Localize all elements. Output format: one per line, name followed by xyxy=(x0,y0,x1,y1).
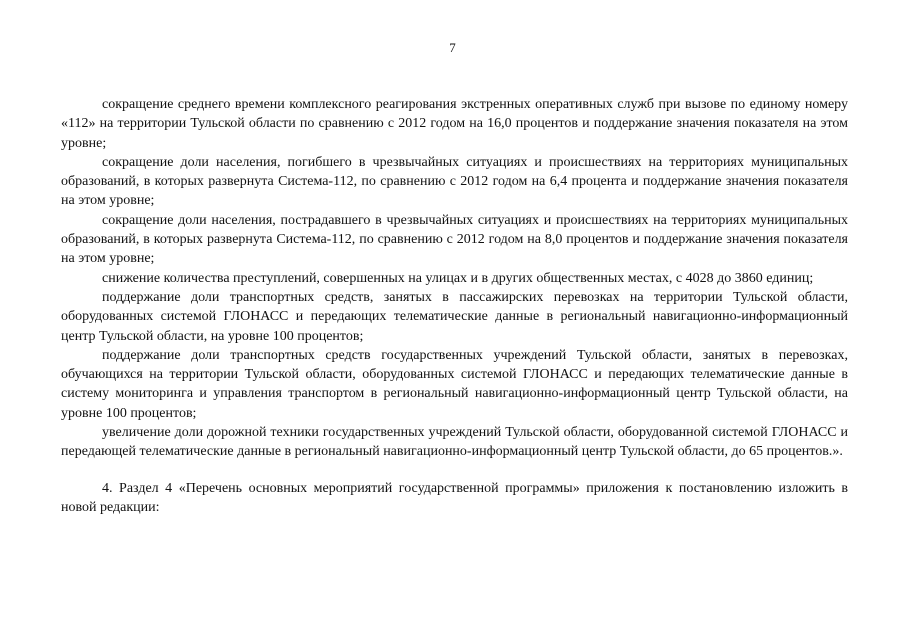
paragraph-fatalities: сокращение доли населения, погибшего в чрезвычайных ситуациях и происшествиях на территориях муниципальных образований, в которых развернута Система-112, по сравнению с 2012 годом на 6,4 процента и поддержание значения показателя на этом уровне; xyxy=(61,154,848,209)
paragraph-road-machinery: увеличение доли дорожной техники государственных учреждений Тульской области, оборудованной системой ГЛОНАСС и передающей телематические данные в региональный навигационно-информационный центр Тульской области, до 65 процентов.». xyxy=(61,425,848,460)
paragraph-injured: сокращение доли населения, пострадавшего в чрезвычайных ситуациях и происшествиях на территориях муниципальных образований, в которых развернута Система-112, по сравнению с 2012 годом на 8,0 процентов и поддержание значения показателя на этом уровне; xyxy=(61,212,848,267)
paragraph-gap xyxy=(61,462,848,479)
document-body xyxy=(61,95,848,517)
paragraph-response-time: сокращение среднего времени комплексного реагирования экстренных оперативных служб при вызове по единому номеру «112» на территории Тульской области по сравнению с 2012 годом на 16,0 процентов и поддержание значения показателя на этом уровне; xyxy=(61,97,848,151)
paragraph-passenger-transport: поддержание доли транспортных средств, занятых в пассажирских перевозках на территории Тульской области, оборудованных системой ГЛОНАСС и передающих телематические данные в региональный навигационно-информационный центр Тульской области, на уровне 100 процентов; xyxy=(61,289,848,344)
paragraph-crimes: снижение количества преступлений, совершенных на улицах и в других общественных местах, с 4028 до 3860 единиц; xyxy=(102,270,814,286)
page-number: 7 xyxy=(449,40,456,55)
paragraph-school-transport: поддержание доли транспортных средств государственных учреждений Тульской области, занятых в перевозках, обучающихся на территории Тульской области, оборудованных системой ГЛОНАСС и передающих телематические данные в систему мониторинга и управления транспортом в региональный навигационно-информационный центр Тульской области, на уровне 100 процентов; xyxy=(61,347,848,421)
paragraph-section-4: 4. Раздел 4 «Перечень основных мероприятий государственной программы» приложения к постановлению изложить в новой редакции: xyxy=(61,480,848,515)
